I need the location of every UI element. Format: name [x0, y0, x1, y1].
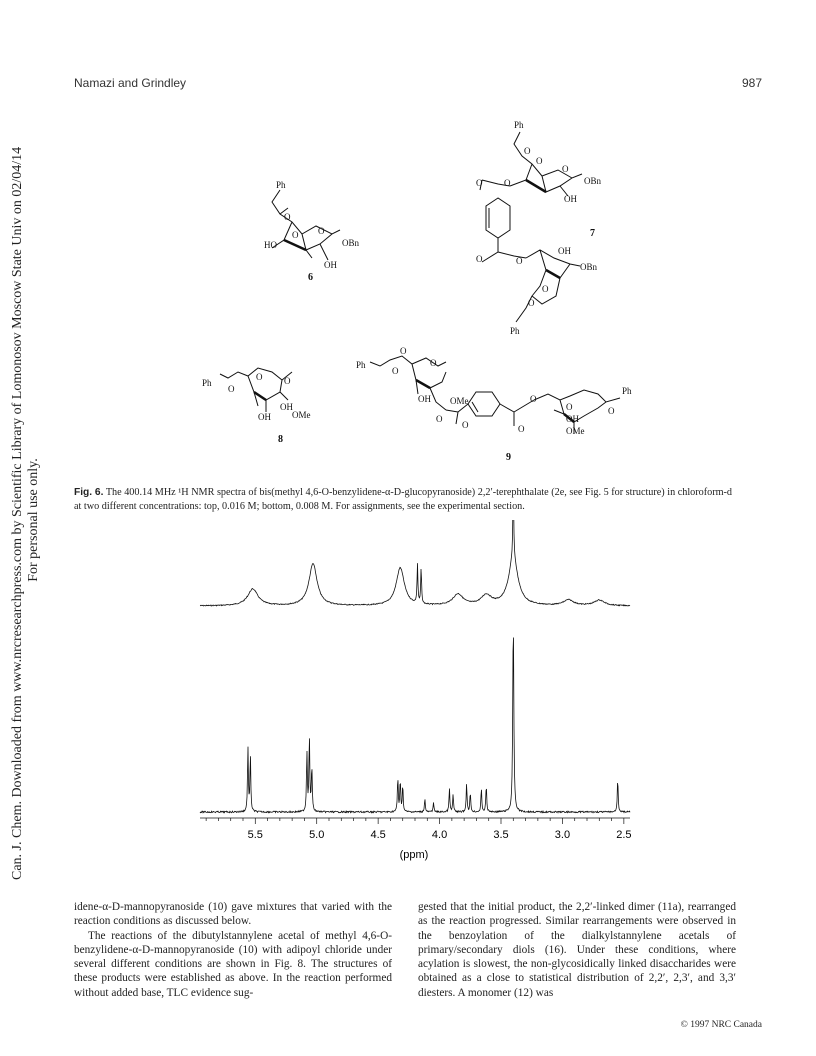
running-header-authors: Namazi and Grindley	[74, 76, 187, 90]
compound-number-6: 6	[308, 272, 313, 283]
svg-text:OMe: OMe	[450, 396, 469, 406]
x-tick-label: 3.0	[554, 829, 571, 841]
svg-text:Ph: Ph	[202, 378, 212, 388]
svg-text:O: O	[400, 346, 407, 356]
spectrum-top-0-016M	[200, 520, 630, 606]
structure-7	[480, 132, 582, 322]
svg-text:O: O	[318, 226, 325, 236]
svg-text:O: O	[462, 420, 469, 430]
body-column-left	[74, 900, 392, 1000]
svg-text:OBn: OBn	[342, 238, 360, 248]
nmr-spectra-figure	[190, 520, 650, 870]
svg-text:O: O	[292, 230, 299, 240]
compound-number-7: 7	[590, 228, 595, 239]
svg-text:O: O	[536, 156, 543, 166]
x-tick-label: 5.5	[247, 829, 263, 841]
svg-text:Ph: Ph	[510, 326, 520, 336]
paragraph: The reactions of the dibutylstannylene acetal of methyl 4,6-O-benzylidene-α-D-mannopyranoside (10) with adipoyl chloride under several different conditions are shown in Fig. 8. The structures of these products were established as above. In the reaction performed without added base, TLC evidence sug-	[74, 929, 392, 999]
x-tick-label: 5.0	[309, 829, 325, 841]
svg-text:O: O	[516, 256, 523, 266]
svg-text:OH: OH	[324, 260, 337, 270]
svg-text:Ph: Ph	[356, 360, 366, 370]
svg-text:O: O	[284, 376, 291, 386]
structure-6-labels	[264, 180, 360, 283]
download-notice-line2: For personal use only.	[26, 458, 41, 582]
structure-6	[272, 190, 340, 260]
svg-text:OBn: OBn	[584, 176, 602, 186]
svg-text:OMe: OMe	[566, 426, 585, 436]
structure-9	[370, 356, 620, 434]
x-tick-label: 4.0	[431, 829, 448, 841]
download-notice-line1: Can. J. Chem. Downloaded from www.nrcresearchpress.com by Scientific Library of Lomonosov Moscow State Univ on 02/04/14	[10, 146, 25, 880]
svg-text:O: O	[530, 394, 537, 404]
structure-9-labels	[356, 346, 632, 463]
svg-text:O: O	[504, 178, 511, 188]
structure-8-labels	[202, 372, 311, 445]
x-tick-label: 4.5	[370, 829, 386, 841]
svg-text:OH: OH	[258, 412, 271, 422]
svg-text:O: O	[256, 372, 263, 382]
svg-text:OMe: OMe	[292, 410, 311, 420]
structure-7-labels	[476, 120, 602, 336]
chemical-structures-figure	[180, 110, 740, 470]
svg-text:O: O	[562, 164, 569, 174]
paragraph: idene-α-D-mannopyranoside (10) gave mixtures that varied with the reaction conditions as discussed below.	[74, 901, 392, 928]
x-axis-label: (ppm)	[399, 849, 429, 861]
download-notice	[10, 146, 42, 880]
body-column-right	[418, 900, 736, 1000]
svg-text:Ph: Ph	[276, 180, 286, 190]
svg-text:O: O	[284, 212, 291, 222]
svg-text:O: O	[518, 424, 525, 434]
svg-text:O: O	[566, 402, 573, 412]
svg-text:OBn: OBn	[580, 262, 598, 272]
svg-text:HO: HO	[264, 240, 277, 250]
page-number: 987	[741, 76, 762, 90]
copyright-notice: © 1997 NRC Canada	[680, 1020, 762, 1030]
svg-text:O: O	[476, 178, 483, 188]
x-tick-label: 2.5	[616, 829, 632, 841]
svg-text:O: O	[524, 146, 531, 156]
x-axis-ticks	[206, 818, 631, 841]
x-tick-label: 3.5	[493, 829, 509, 841]
svg-text:O: O	[228, 384, 235, 394]
svg-text:OH: OH	[418, 394, 431, 404]
svg-text:O: O	[430, 358, 437, 368]
svg-text:OH: OH	[566, 414, 579, 424]
svg-text:OH: OH	[280, 402, 293, 412]
compound-number-9: 9	[506, 452, 511, 463]
figure-caption	[74, 486, 736, 514]
svg-text:O: O	[608, 406, 615, 416]
svg-text:O: O	[476, 254, 483, 264]
paragraph: gested that the initial product, the 2,2′-linked dimer (11a), rearranged as the reaction progressed. Similar rearrangements were observed in the benzoylation of the dialkylstannylene acetals of primary/secondary diols (16). Under these conditions, where acylation is slowest, the non-glycosidically linked disaccharides were obtained as a close to statistical distribution of 2,2′, 2,3′, and 3,3′ diesters. A monomer (12) was	[418, 901, 736, 999]
spectrum-bottom-0-008M	[200, 638, 630, 813]
figure-caption-label: Fig. 6.	[74, 487, 104, 498]
svg-text:OH: OH	[558, 246, 571, 256]
svg-text:Ph: Ph	[514, 120, 524, 130]
svg-text:O: O	[436, 414, 443, 424]
compound-number-8: 8	[278, 434, 283, 445]
svg-text:O: O	[392, 366, 399, 376]
svg-text:O: O	[542, 284, 549, 294]
figure-caption-text: The 400.14 MHz ¹H NMR spectra of bis(methyl 4,6-O-benzylidene-α-D-glucopyranoside) 2,2′-terephthalate (2e, see Fig. 5 for structure) in chloroform-d at two different concentrations: top, 0.016 M; bottom, 0.008 M. For assignments, see the experimental section.	[74, 487, 733, 512]
svg-text:Ph: Ph	[622, 386, 632, 396]
svg-text:O: O	[528, 298, 535, 308]
svg-text:OH: OH	[564, 194, 577, 204]
